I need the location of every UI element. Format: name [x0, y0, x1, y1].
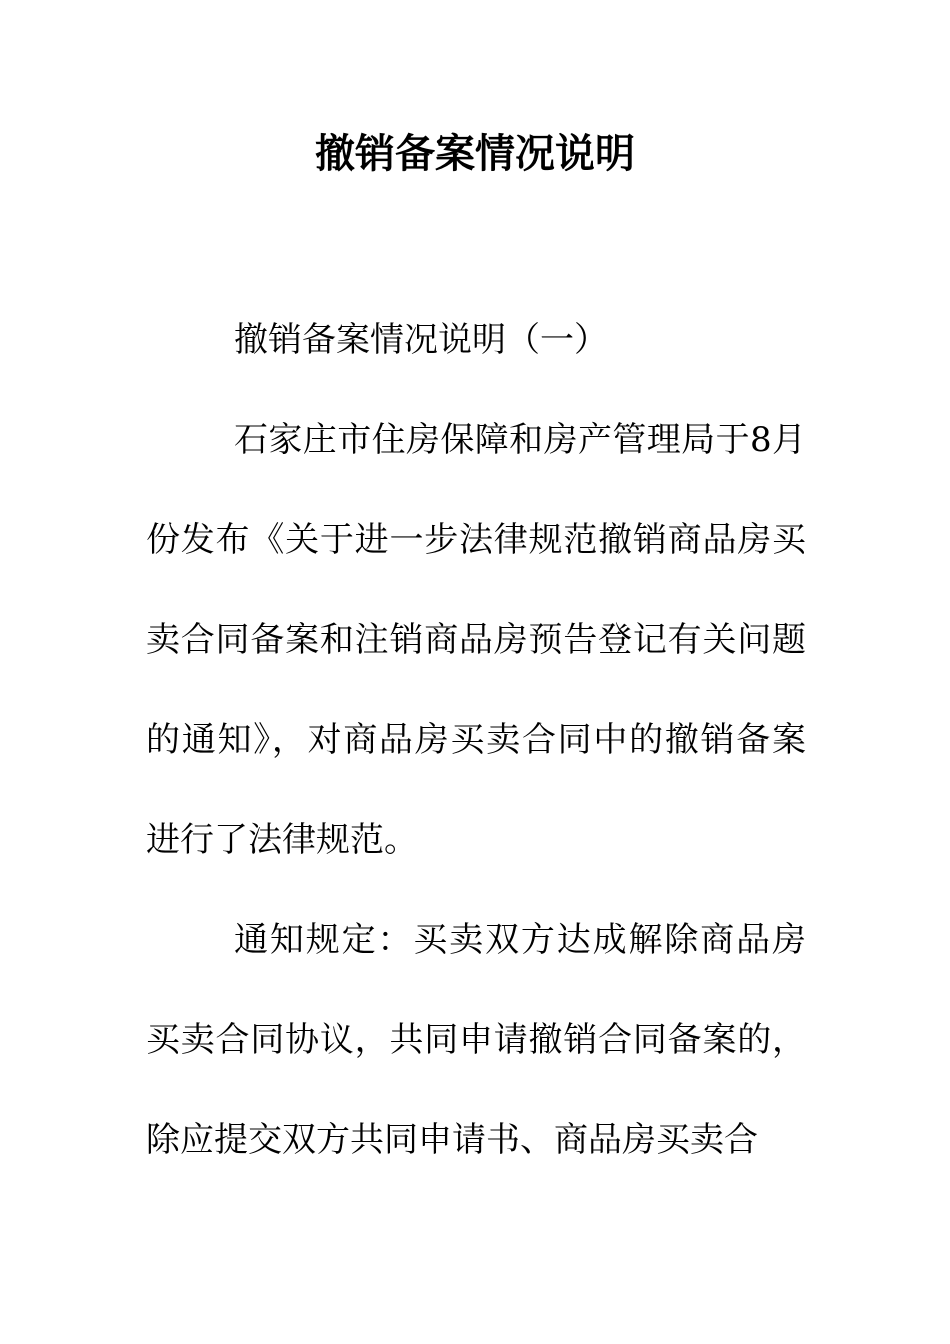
document-title: 撤销备案情况说明 [315, 131, 635, 177]
document-body [146, 290, 806, 1190]
paragraph-subtitle: 撤销备案情况说明（一） [234, 320, 608, 360]
paragraph-notice-intro: 石家庄市住房保障和房产管理局于8月份发布《关于进一步法律规范撤销商品房买卖合同备案和注销商品房预告登记有关问题的通知》，对商品房买卖合同中的撤销备案进行了法律规范。 [146, 420, 806, 860]
paragraph-notice-rules: 通知规定：买卖双方达成解除商品房买卖合同协议，共同申请撤销合同备案的，除应提交双方共同申请书、商品房买卖合 [146, 920, 806, 1160]
